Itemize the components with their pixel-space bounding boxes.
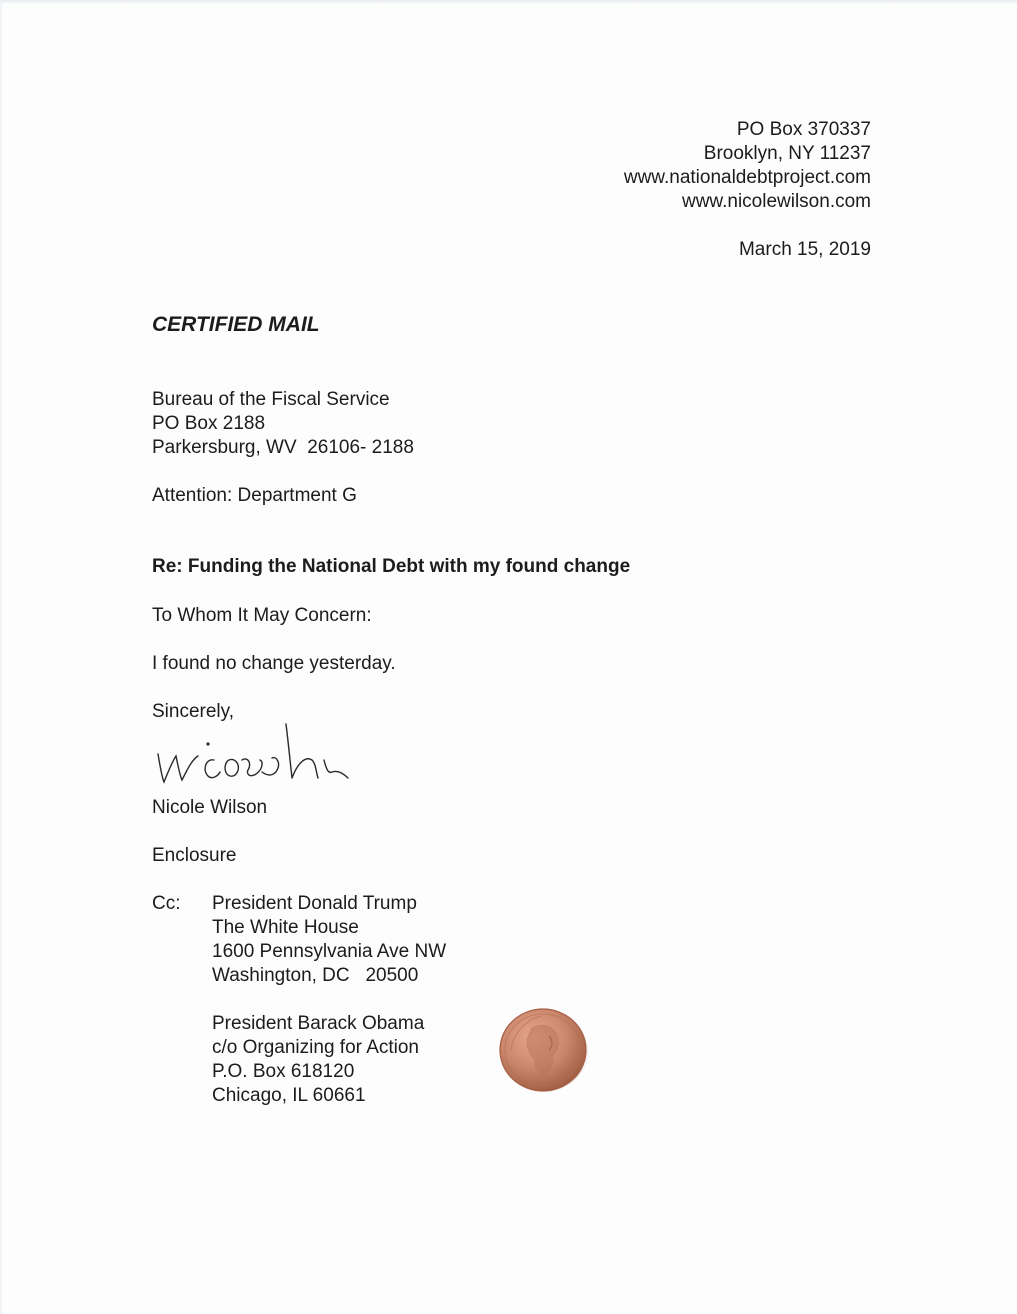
sender-website-1: www.nationaldebtproject.com (623, 167, 871, 188)
recipient-city: Parkersburg, WV 26106- 2188 (152, 437, 414, 458)
sender-address (624, 118, 871, 214)
cc-city: Washington, DC 20500 (212, 965, 419, 986)
certified-mail-heading: CERTIFIED MAIL (152, 313, 320, 336)
cc-name: President Barack Obama (212, 1013, 425, 1034)
recipient-name: Bureau of the Fiscal Service (152, 389, 390, 410)
salutation: To Whom It May Concern: (152, 605, 372, 626)
signer-name: Nicole Wilson (152, 797, 268, 818)
cc-organization: c/o Organizing for Action (212, 1037, 419, 1058)
cc-city: Chicago, IL 60661 (212, 1085, 366, 1106)
cc-organization: The White House (212, 917, 359, 938)
letter-date: March 15, 2019 (738, 239, 871, 260)
enclosure-note: Enclosure (152, 845, 237, 866)
scan-edge-left (0, 0, 3, 1314)
sender-website-2: www.nicolewilson.com (681, 191, 871, 212)
attention-line: Attention: Department G (152, 485, 357, 506)
cc-recipient-obama (212, 1012, 424, 1108)
recipient-po-box: PO Box 2188 (152, 413, 266, 434)
sender-city: Brooklyn, NY 11237 (703, 143, 871, 164)
handwritten-signature (148, 716, 358, 786)
cc-name: President Donald Trump (212, 893, 417, 914)
cc-street: 1600 Pennsylvania Ave NW (212, 941, 447, 962)
sender-po-box: PO Box 370337 (736, 119, 871, 140)
cc-po-box: P.O. Box 618120 (212, 1061, 355, 1082)
recipient-address (152, 388, 414, 460)
penny-coin (497, 1006, 591, 1094)
subject-line: Re: Funding the National Debt with my found change (152, 556, 631, 577)
cc-recipient-trump (212, 892, 446, 988)
letter-body: I found no change yesterday. (152, 653, 396, 674)
scan-edge-top (0, 0, 1017, 4)
closing: Sincerely, (152, 701, 235, 722)
cc-label: Cc: (152, 893, 181, 914)
